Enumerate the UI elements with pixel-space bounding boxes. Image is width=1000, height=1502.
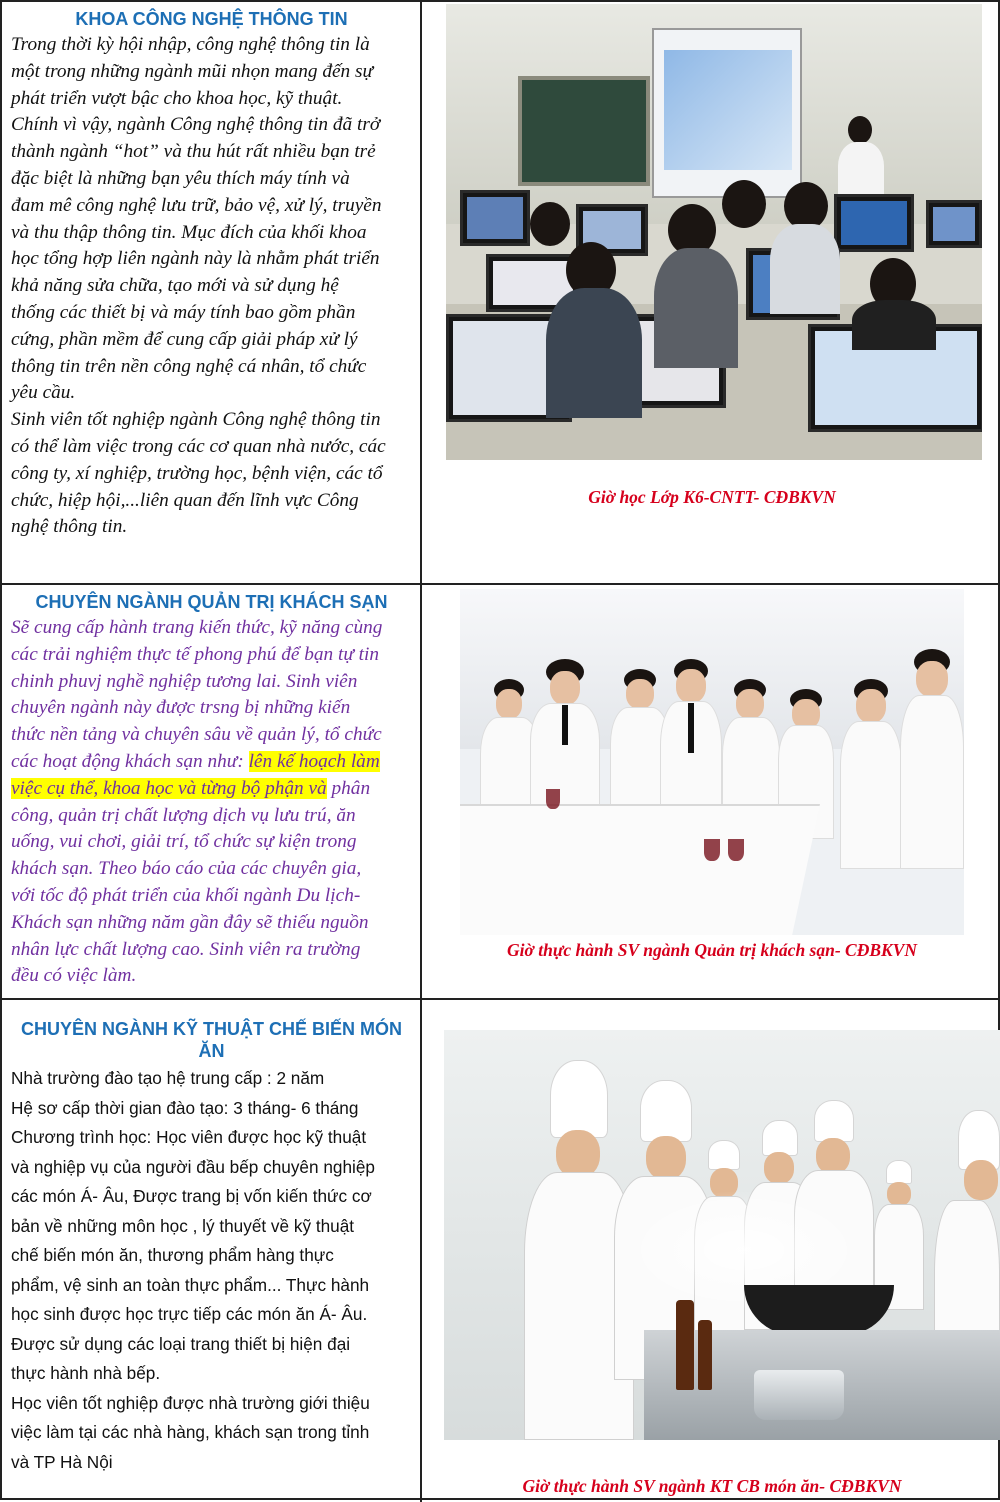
text-line: và nghiệp vụ của người đầu bếp chuyên nghiệp xyxy=(11,1156,375,1177)
text-line: chinh phuvj nghề nghiệp tương lai. Sinh viên xyxy=(11,670,358,692)
text-line: Trong thời kỳ hội nhập, công nghệ thông tin là xyxy=(11,34,370,55)
section-it-heading: KHOA CÔNG NGHỆ THÔNG TIN xyxy=(75,9,348,29)
text-line: và TP Hà Nội xyxy=(11,1451,113,1472)
text-line: nghệ thông tin. xyxy=(11,516,128,538)
text-line: có thể làm việc trong các cơ quan nhà nước, các xyxy=(11,435,386,457)
text-line: thành ngành “hot” và thu hút rất nhiều bạn trẻ xyxy=(11,141,376,163)
text-line xyxy=(11,776,412,803)
text-line: các món Á- Âu, Được trang bị vốn kiến thức cơ xyxy=(11,1186,372,1206)
text-line: Được sử dụng các loại trang thiết bị hiện đại xyxy=(11,1333,351,1354)
section-hotel-text-cell xyxy=(2,585,422,998)
computer-classroom-photo xyxy=(446,4,982,460)
text-line xyxy=(11,749,412,776)
photo-caption: Giờ thực hành SV ngành Quản trị khách sạn- CĐBKVN xyxy=(506,940,918,960)
text-line: phẩm, vệ sinh an toàn thực phẩm... Thực hành xyxy=(11,1274,370,1295)
text-line: công, quản trị chất lượng dịch vụ lưu trú, ăn xyxy=(11,804,356,826)
text-segment: các hoạt động khách sạn như: xyxy=(11,750,249,772)
text-line: thống các thiết bị và máy tính bao gồm phần xyxy=(11,301,356,323)
text-line: chuyên ngành này được trsng bị những kiến xyxy=(11,697,351,719)
section-cooking xyxy=(2,1000,1000,1502)
section-cooking-heading: CHUYÊN NGÀNH KỸ THUẬT CHẾ BIẾN MÓN ĂN xyxy=(20,1019,402,1061)
text-line: các trải nghiệm thực tế phong phú để bạn tự tin xyxy=(11,643,380,665)
text-line: và thu thập thông tin. Mục đích của khối khoa xyxy=(11,221,367,243)
text-line: khả năng sửa chữa, tạo mới và sử dụng hệ xyxy=(11,275,339,297)
text-line: học sinh được học trực tiếp các món ăn Á- Âu. xyxy=(11,1304,368,1324)
photo-caption: Giờ thực hành SV ngành KT CB món ăn- CĐBKVN xyxy=(522,1476,902,1496)
text-segment: phân xyxy=(326,777,371,799)
text-line: phát triển vượt bậc cho khoa học, kỹ thuật. xyxy=(11,87,343,109)
text-line: công ty, xí nghiệp, trường học, bệnh viện, các tổ xyxy=(11,462,383,484)
section-it xyxy=(2,2,1000,585)
text-line: Nhà trường đào tạo hệ trung cấp : 2 năm xyxy=(11,1068,325,1088)
text-line: đều có việc làm. xyxy=(11,965,137,987)
highlighted-text: lên kế hoạch làm xyxy=(248,750,380,772)
text-line: Chính vì vậy, ngành Công nghệ thông tin đã trở xyxy=(11,114,381,136)
text-line: uống, vui chơi, giải trí, tổ chức sự kiện trong xyxy=(11,831,357,853)
text-line: thông tin trên nền công nghệ cá nhân, tổ chức xyxy=(11,355,367,377)
text-line: Học viên tốt nghiệp được nhà trường giới thiệu xyxy=(11,1392,370,1413)
text-line: yêu cầu. xyxy=(11,382,76,404)
text-line: đặc biệt là những bạn yêu thích máy tính và xyxy=(11,167,350,189)
hotel-practice-photo xyxy=(460,589,964,935)
text-line: Sẽ cung cấp hành trang kiến thức, kỹ năng cùng xyxy=(11,617,383,638)
text-line: khách sạn. Theo báo cáo của các chuyên gia, xyxy=(11,858,362,880)
text-line: Hệ sơ cấp thời gian đào tạo: 3 tháng- 6 tháng xyxy=(11,1097,359,1118)
text-line: nhân lực chất lượng cao. Sinh viên ra trường xyxy=(11,938,361,960)
section-it-text-cell xyxy=(2,2,422,583)
text-line: việc làm tại các nhà hàng, khách sạn trong tỉnh xyxy=(11,1422,370,1442)
section-hotel xyxy=(2,585,1000,1000)
text-line: với tốc độ phát triển của khối ngành Du lịch- xyxy=(11,884,361,906)
section-hotel-body xyxy=(11,615,412,990)
section-hotel-photo-cell xyxy=(422,585,1000,998)
text-line: Sinh viên tốt nghiệp ngành Công nghệ thông tin xyxy=(11,409,381,431)
text-line: thức nền tảng và chuyên sâu về quản lý, tổ chức xyxy=(11,724,382,746)
section-cooking-text-cell xyxy=(2,1000,422,1502)
text-line: chế biến món ăn, thương phẩm hàng thực xyxy=(11,1245,334,1265)
text-line: đam mê công nghệ lưu trữ, bảo vệ, xử lý, truyền xyxy=(11,194,382,216)
text-line: Chương trình học: Học viên được học kỹ thuật xyxy=(11,1127,367,1147)
photo-caption: Giờ học Lớp K6-CNTT- CĐBKVN xyxy=(588,487,836,507)
section-cooking-body xyxy=(11,1064,412,1477)
section-hotel-heading: CHUYÊN NGÀNH QUẢN TRỊ KHÁCH SẠN xyxy=(35,592,388,612)
text-line: học tổng hợp liên ngành này là nhằm phát triển xyxy=(11,248,380,270)
text-line: chức, hiệp hội,...liên quan đến lĩnh vực Công xyxy=(11,489,359,511)
cooking-practice-photo xyxy=(444,1030,1000,1440)
section-cooking-photo-cell xyxy=(422,1000,1000,1502)
highlighted-text: việc cụ thể, khoa học và từng bộ phận và xyxy=(11,777,327,799)
section-it-body xyxy=(11,32,412,541)
text-line: thực hành nhà bếp. xyxy=(11,1363,161,1383)
section-it-photo-cell xyxy=(422,2,1000,583)
text-line: cứng, phần mềm để cung cấp giải pháp xử lý xyxy=(11,328,358,350)
text-line: Khách sạn những năm gần đây sẽ thiếu nguồn xyxy=(11,911,369,933)
text-line: bản về những môn học , lý thuyết về kỹ thuật xyxy=(11,1215,355,1236)
text-line: một trong những ngành mũi nhọn mang đến sự xyxy=(11,60,374,82)
